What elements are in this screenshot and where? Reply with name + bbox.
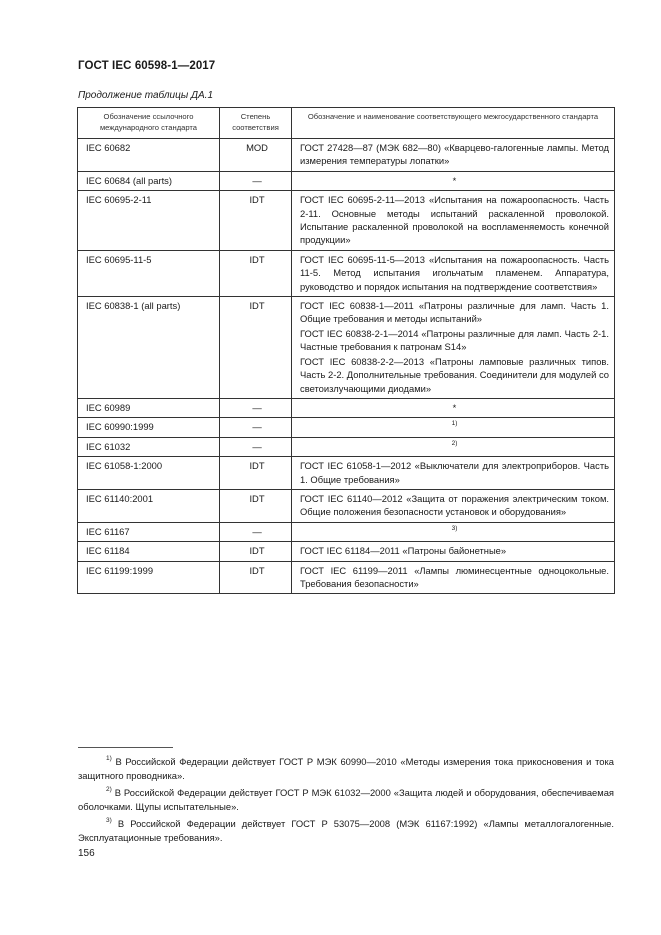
footnotes <box>78 755 614 848</box>
table-row <box>78 398 615 417</box>
cell-reference-standard: IEC 61184 <box>78 542 220 561</box>
standard-title: ГОСТ IEC 61058-1—2012 «Выключатели для электроприборов. Часть 1. Общие требования» <box>300 460 609 485</box>
cell-interstate-standard <box>292 171 615 190</box>
cell-reference-standard: IEC 60684 (all parts) <box>78 171 220 190</box>
standard-title: * <box>452 401 457 413</box>
footnote-mark: 2) <box>106 786 112 793</box>
column-header-reference-standard: Обозначение ссылочного международного стандарта <box>78 108 220 139</box>
table-row <box>78 297 615 399</box>
cell-reference-standard: IEC 60990:1999 <box>78 418 220 437</box>
cell-interstate-standard <box>292 561 615 594</box>
footnote-reference: 3) <box>451 524 458 532</box>
cell-degree: — <box>220 437 292 456</box>
standard-title: ГОСТ IEC 61199—2011 «Лампы люминесцентные одноцокольные. Требования безопасности» <box>300 564 609 589</box>
cell-degree: IDT <box>220 297 292 399</box>
cell-degree: IDT <box>220 191 292 251</box>
footnote-reference: 1) <box>451 420 458 428</box>
document-header: ГОСТ IEC 60598-1—2017 <box>78 60 216 72</box>
cell-degree: MOD <box>220 139 292 172</box>
table-caption: Продолжение таблицы ДА.1 <box>78 90 214 101</box>
cell-interstate-standard <box>292 437 615 456</box>
table-row <box>78 171 615 190</box>
cell-interstate-standard <box>292 542 615 561</box>
table-row <box>78 437 615 456</box>
standard-title: * <box>452 174 457 186</box>
page-number: 156 <box>78 848 95 859</box>
cell-interstate-standard <box>292 139 615 172</box>
footnote <box>78 786 614 814</box>
table-row <box>78 457 615 490</box>
cell-interstate-standard <box>292 457 615 490</box>
standard-title: ГОСТ IEC 60838-2-1—2014 «Патроны различные для ламп. Часть 2-1. Частные требования к патронам S14» <box>300 327 609 353</box>
cell-reference-standard: IEC 61140:2001 <box>78 489 220 522</box>
cell-reference-standard: IEC 61167 <box>78 522 220 541</box>
cell-degree: — <box>220 522 292 541</box>
standard-title: ГОСТ IEC 60695-2-11—2013 «Испытания на пожароопасность. Часть 2-11. Основные методы испытаний раскаленной проволокой. Испытание раскаленной проволокой на воспламеняемость конечной продукции» <box>300 194 609 246</box>
cell-reference-standard: IEC 60838-1 (all parts) <box>78 297 220 399</box>
cell-interstate-standard <box>292 191 615 251</box>
cell-interstate-standard <box>292 297 615 399</box>
footnote-text: В Российской Федерации действует ГОСТ Р МЭК 60990—2010 «Методы измерения тока прикосновения и тока защитного проводника». <box>78 756 614 781</box>
cell-degree: — <box>220 171 292 190</box>
table-row <box>78 561 615 594</box>
footnote-mark: 1) <box>106 755 112 762</box>
table-row <box>78 418 615 437</box>
standard-title: ГОСТ IEC 61140—2012 «Защита от поражения электрическим током. Общие положения безопасности установок и оборудования» <box>300 492 609 518</box>
cell-degree: — <box>220 398 292 417</box>
cell-reference-standard: IEC 61199:1999 <box>78 561 220 594</box>
cell-interstate-standard <box>292 489 615 522</box>
footnote-text: В Российской Федерации действует ГОСТ Р 53075—2008 (МЭК 61167:1992) «Лампы металлогалогенные. Эксплуатационные требования». <box>78 818 614 843</box>
column-header-degree: Степень соответствия <box>220 108 292 139</box>
cell-degree: IDT <box>220 489 292 522</box>
footnote-mark: 3) <box>106 817 112 824</box>
cell-reference-standard: IEC 61032 <box>78 437 220 456</box>
cell-reference-standard: IEC 60989 <box>78 398 220 417</box>
footnote-reference: 2) <box>451 439 458 447</box>
table-row <box>78 191 615 251</box>
cell-degree: — <box>220 418 292 437</box>
footnote <box>78 755 614 783</box>
cell-reference-standard: IEC 60695-11-5 <box>78 250 220 296</box>
cell-interstate-standard <box>292 398 615 417</box>
cell-interstate-standard <box>292 418 615 437</box>
cell-reference-standard: IEC 61058-1:2000 <box>78 457 220 490</box>
cell-degree: IDT <box>220 542 292 561</box>
table-row <box>78 489 615 522</box>
footnote-text: В Российской Федерации действует ГОСТ Р МЭК 61032—2000 «Защита людей и оборудования, обеспечиваемая оболочками. Щупы испытательные». <box>78 787 614 812</box>
table-row <box>78 139 615 172</box>
table-header-row <box>78 108 615 139</box>
cell-interstate-standard <box>292 522 615 541</box>
table-row <box>78 250 615 296</box>
cell-reference-standard: IEC 60682 <box>78 139 220 172</box>
cell-interstate-standard <box>292 250 615 296</box>
cell-reference-standard: IEC 60695-2-11 <box>78 191 220 251</box>
standard-title: ГОСТ IEC 60838-2-2—2013 «Патроны ламповые различных типов. Часть 2-2. Дополнительные требования. Соединители для модулей со светоизлучающими диодами» <box>300 355 609 394</box>
table-row <box>78 542 615 561</box>
standard-title: ГОСТ IEC 60695-11-5—2013 «Испытания на пожароопасность. Часть 11-5. Метод испытания игольчатым пламенем. Аппаратура, руководство и порядок испытания на подтверждение соответствия» <box>300 253 609 292</box>
table-body <box>78 139 615 594</box>
table-row <box>78 522 615 541</box>
standard-title: ГОСТ IEC 61184—2011 «Патроны байонетные» <box>300 545 507 557</box>
footnote-separator <box>78 747 173 748</box>
standard-title: ГОСТ 27428—87 (МЭК 682—80) «Кварцево-галогенные лампы. Метод измерения температуры лопатки» <box>300 142 609 167</box>
standards-table <box>77 107 615 594</box>
footnote <box>78 817 614 845</box>
cell-degree: IDT <box>220 250 292 296</box>
cell-degree: IDT <box>220 457 292 490</box>
cell-degree: IDT <box>220 561 292 594</box>
column-header-interstate-standard: Обозначение и наименование соответствующего межгосударственного стандарта <box>292 108 615 139</box>
standard-title: ГОСТ IEC 60838-1—2011 «Патроны различные для ламп. Часть 1. Общие требования и методы испытаний» <box>300 300 609 325</box>
